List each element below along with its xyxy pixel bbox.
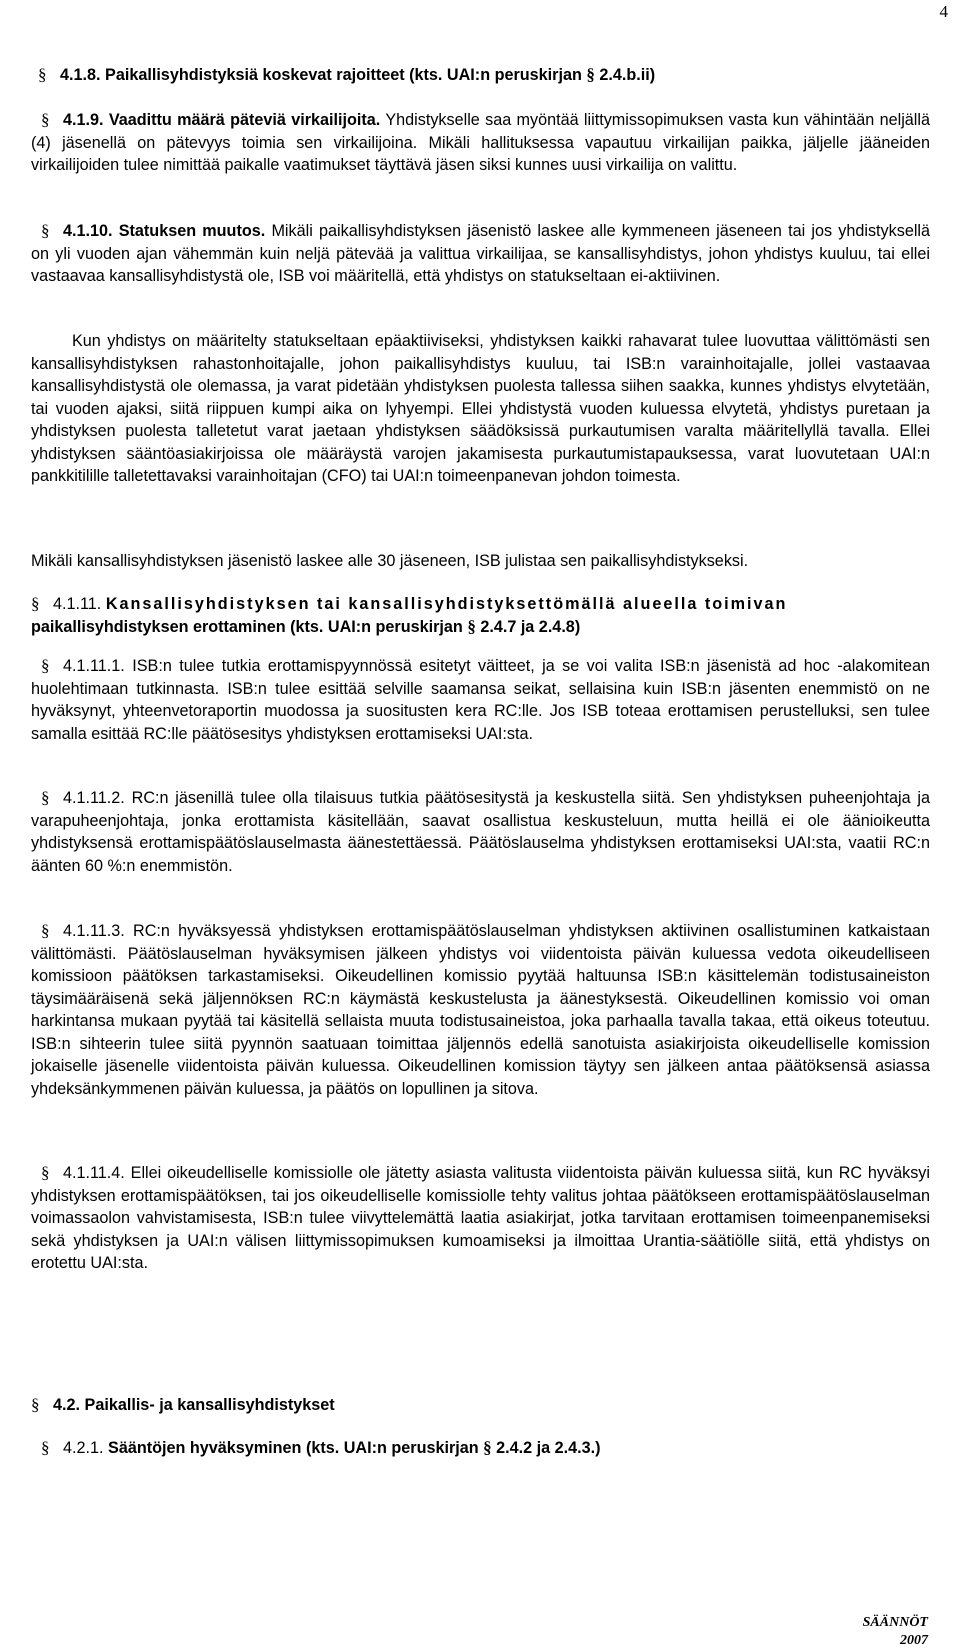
section-reference: 2.4.2 ja 2.4.3.) bbox=[496, 1439, 601, 1457]
section-sign: § bbox=[38, 65, 47, 84]
section-4-1-11-1 bbox=[31, 655, 930, 745]
section-number: 4.1.11.3. bbox=[63, 922, 125, 940]
section-sign: § bbox=[41, 656, 50, 675]
section-number: 4.1.11. bbox=[53, 595, 102, 613]
section-title: Kansallisyhdistyksen tai kansallisyhdistyksettömällä alueella toimivan bbox=[105, 595, 788, 613]
section-sign: § bbox=[586, 65, 595, 84]
section-body: ISB:n tulee tutkia erottamispyynnössä esitetyt väitteet, ja se voi valita ISB:n jäsenistä ad hoc -alakomitean huolehtimaan tutkinnasta. ISB:n tulee esittää selville saamansa seikat, sellaisina kuin ISB:n jäsenten enemmistö on ne hyväksynyt, yhteenvetoraportin muodossa ja suositusten kera RC:lle. Jos ISB toteaa erottamisen perustelluksi, sen tulee samalla esittää RC:lle päätösesitys yhdistyksen erottamiseksi UAI:sta. bbox=[31, 657, 930, 743]
section-number: 4.1.8. bbox=[60, 66, 101, 84]
section-body: RC:n jäsenillä tulee olla tilaisuus tutkia päätösesitystä ja keskustella siitä. Sen yhdistyksen puheenjohtaja ja varapuheenjohtaja, jonka erottamista käsitellään, saavat osallistua keskusteluun, mutta heillä ei ole äänioikeutta yhdistyksensä erottamispäätöslauselmasta äänestettäessä. Päätöslauselma yhdistyksen erottamiseksi UAI:sta, vaatii RC:n äänten 60 %:n enemmistön. bbox=[31, 789, 930, 875]
section-body: Ellei oikeudelliselle komissiolle ole jätetty asiasta valitusta viidentoista päivän kuluessa siitä, kun RC hyväksyi yhdistyksen erottamispäätöksen, tai jos oikeudelliselle komissiolle tehty valitus johtaa päätökseen erottamispäätöslauselman voimassaolon vahvistamisesta, ISB:n tulee viivyttelemättä laatia asiakirjat, jotka tarvitaan erottamisen toimeenpanemiseksi sekä yhdistyksen ja UAI:n välisen liittymissopimuksen kumoamiseksi ja ilmoittaa Urantia-säätiölle siitä, että yhdistys on erotettu UAI:sta. bbox=[31, 1164, 930, 1272]
section-title: Paikallis- ja kansallisyhdistykset bbox=[84, 1396, 335, 1414]
section-4-1-10 bbox=[31, 220, 930, 288]
section-4-1-11-2 bbox=[31, 787, 930, 877]
section-sign: § bbox=[41, 921, 50, 940]
section-sign: § bbox=[31, 594, 40, 613]
section-sign: § bbox=[483, 1438, 492, 1457]
section-body: Mikäli paikallisyhdistyksen jäsenistö laskee alle kymmeneen jäseneen tai jos yhdistyksellä on yli vuoden ajan vähemmän kuin neljä pätevää ja valittua virkailijaa, se kansallisyhdistys, johon yhdistys kuuluu, tai ellei vastaavaa kansallisyhdistystä ole, ISB voi määritellä, että yhdistys on statukseltaan ei-aktiivinen. bbox=[31, 222, 931, 285]
section-4-1-11-4 bbox=[31, 1162, 930, 1275]
section-4-1-8 bbox=[38, 64, 930, 87]
section-title: Sääntöjen hyväksyminen (kts. UAI:n peruskirjan bbox=[108, 1439, 479, 1457]
section-reference: 2.4.7 ja 2.4.8) bbox=[480, 617, 581, 636]
section-title-continued: paikallisyhdistyksen erottaminen (kts. UAI:n peruskirjan bbox=[31, 617, 463, 636]
section-number: 4.1.10. bbox=[63, 222, 113, 240]
section-sign: § bbox=[41, 221, 50, 240]
section-body: RC:n hyväksyessä yhdistyksen erottamispäätöslauselman yhdistyksen aktiivinen osallistuminen katkaistaan välittömästi. Päätöslauselman hyväksymisen jälkeen yhdistys voi viidentoista päivän kuluessa vedota oikeudelliseen komissioon päätöksen tarkastamiseksi. Oikeudellinen komissio pyytää haltuunsa ISB:n käsittelemän todistusaineiston täysimääräisenä sekä jäljennöksen RC:n käymästä keskustelusta ja äänestyksestä. Oikeudellinen komissio voi oman harkintansa mukaan pyytää tai käsitellä sellaista muuta todistusaineistoa, joka parhaalla tavalla takaa, että oikeus toteutuu. ISB:n sihteerin tulee siitä pyynnön saatuaan toimittaa jäljennös edellä sanotuista asiakirjoista oikeudelliselle komission jokaiselle jäsenelle viidentoista päivän kuluessa. Oikeudellinen komission täytyy sen jälkeen antaa päätöksensä asiassa yhdeksänkymmenen päivän kuluessa, ja päätös on lopullinen ja sitova. bbox=[31, 922, 930, 1098]
section-number: 4.2. bbox=[53, 1396, 81, 1414]
footer-year: 2007 bbox=[900, 1633, 928, 1648]
section-sign: § bbox=[41, 1163, 50, 1182]
section-sign: § bbox=[41, 1438, 50, 1457]
section-number: 4.1.11.4. bbox=[63, 1164, 125, 1182]
section-number: 4.2.1. bbox=[63, 1439, 104, 1457]
footer-title: SÄÄNNÖT bbox=[862, 1615, 928, 1630]
paragraph-national-below-30: Mikäli kansallisyhdistyksen jäsenistö laskee alle 30 jäseneen, ISB julistaa sen paikallisyhdistykseksi. bbox=[31, 552, 749, 570]
section-title: Statuksen muutos. bbox=[118, 222, 266, 240]
section-4-2-1 bbox=[31, 1437, 930, 1460]
section-number: 4.1.11.2. bbox=[63, 789, 125, 807]
section-4-1-11 bbox=[31, 593, 930, 638]
section-4-2 bbox=[31, 1394, 930, 1417]
section-title: Paikallisyhdistyksiä koskevat rajoitteet (kts. UAI:n peruskirjan bbox=[105, 66, 582, 84]
section-sign: § bbox=[467, 616, 476, 636]
section-sign: § bbox=[41, 788, 50, 807]
page-footer bbox=[863, 1614, 928, 1650]
section-4-1-9 bbox=[31, 109, 930, 177]
section-number: 4.1.11.1. bbox=[63, 657, 125, 675]
page-number: 4 bbox=[939, 2, 948, 21]
section-4-1-11-3 bbox=[31, 920, 930, 1100]
section-reference: 2.4.b.ii) bbox=[599, 66, 656, 84]
section-sign: § bbox=[31, 1395, 40, 1414]
paragraph-inactive-funds: Kun yhdistys on määritelty statukseltaan epäaktiiviseksi, yhdistyksen kaikki rahavarat tulee luovuttaa välittömästi sen kansallisyhdistyksen rahastonhoitajalle, johon paikallisyhdistys kuuluu, tai ISB:n varainhoitajalle, jollei vastaavaa kansallisyhdistystä ole olemassa, ja varat pidetään yhdistyksen puolesta tallessa siihen saakka, kunnes yhdistys elvytetään, tai vuoden ajaksi, siitä riippuen kumpi aika on lyhyempi. Ellei yhdistystä vuoden kuluessa elvytetä, yhdistys puretaan ja yhdistyksen puolesta talletetut varat jaetaan yhdistyksen säädöksissä purkautumisen varalta määritellyllä tavalla. Ellei yhdistyksen sääntöasiakirjoissa ole määräystä varojen jakamisesta purkautumistapauksessa, varat luovutetaan UAI:n pankkitilille talletettavaksi varainhoitajan (CFO) tai UAI:n toimeenpanevan johdon toimesta. bbox=[31, 332, 930, 485]
section-sign: § bbox=[41, 110, 50, 129]
section-title: Vaadittu määrä päteviä virkailijoita. bbox=[108, 111, 381, 129]
section-body: Yhdistykselle saa myöntää liittymissopimuksen vasta kun vähintään neljällä (4) jäsenellä on pätevyys toimia sen virkailijoina. Mikäli hallituksessa vapautuu virkailijan paikka, jäljelle jääneiden virkailijoiden tulee nimittää paikalle vaatimukset täyttävä jäsen siksi kunnes uusi virkailija on valittu. bbox=[31, 111, 930, 174]
section-number: 4.1.9. bbox=[63, 111, 104, 129]
